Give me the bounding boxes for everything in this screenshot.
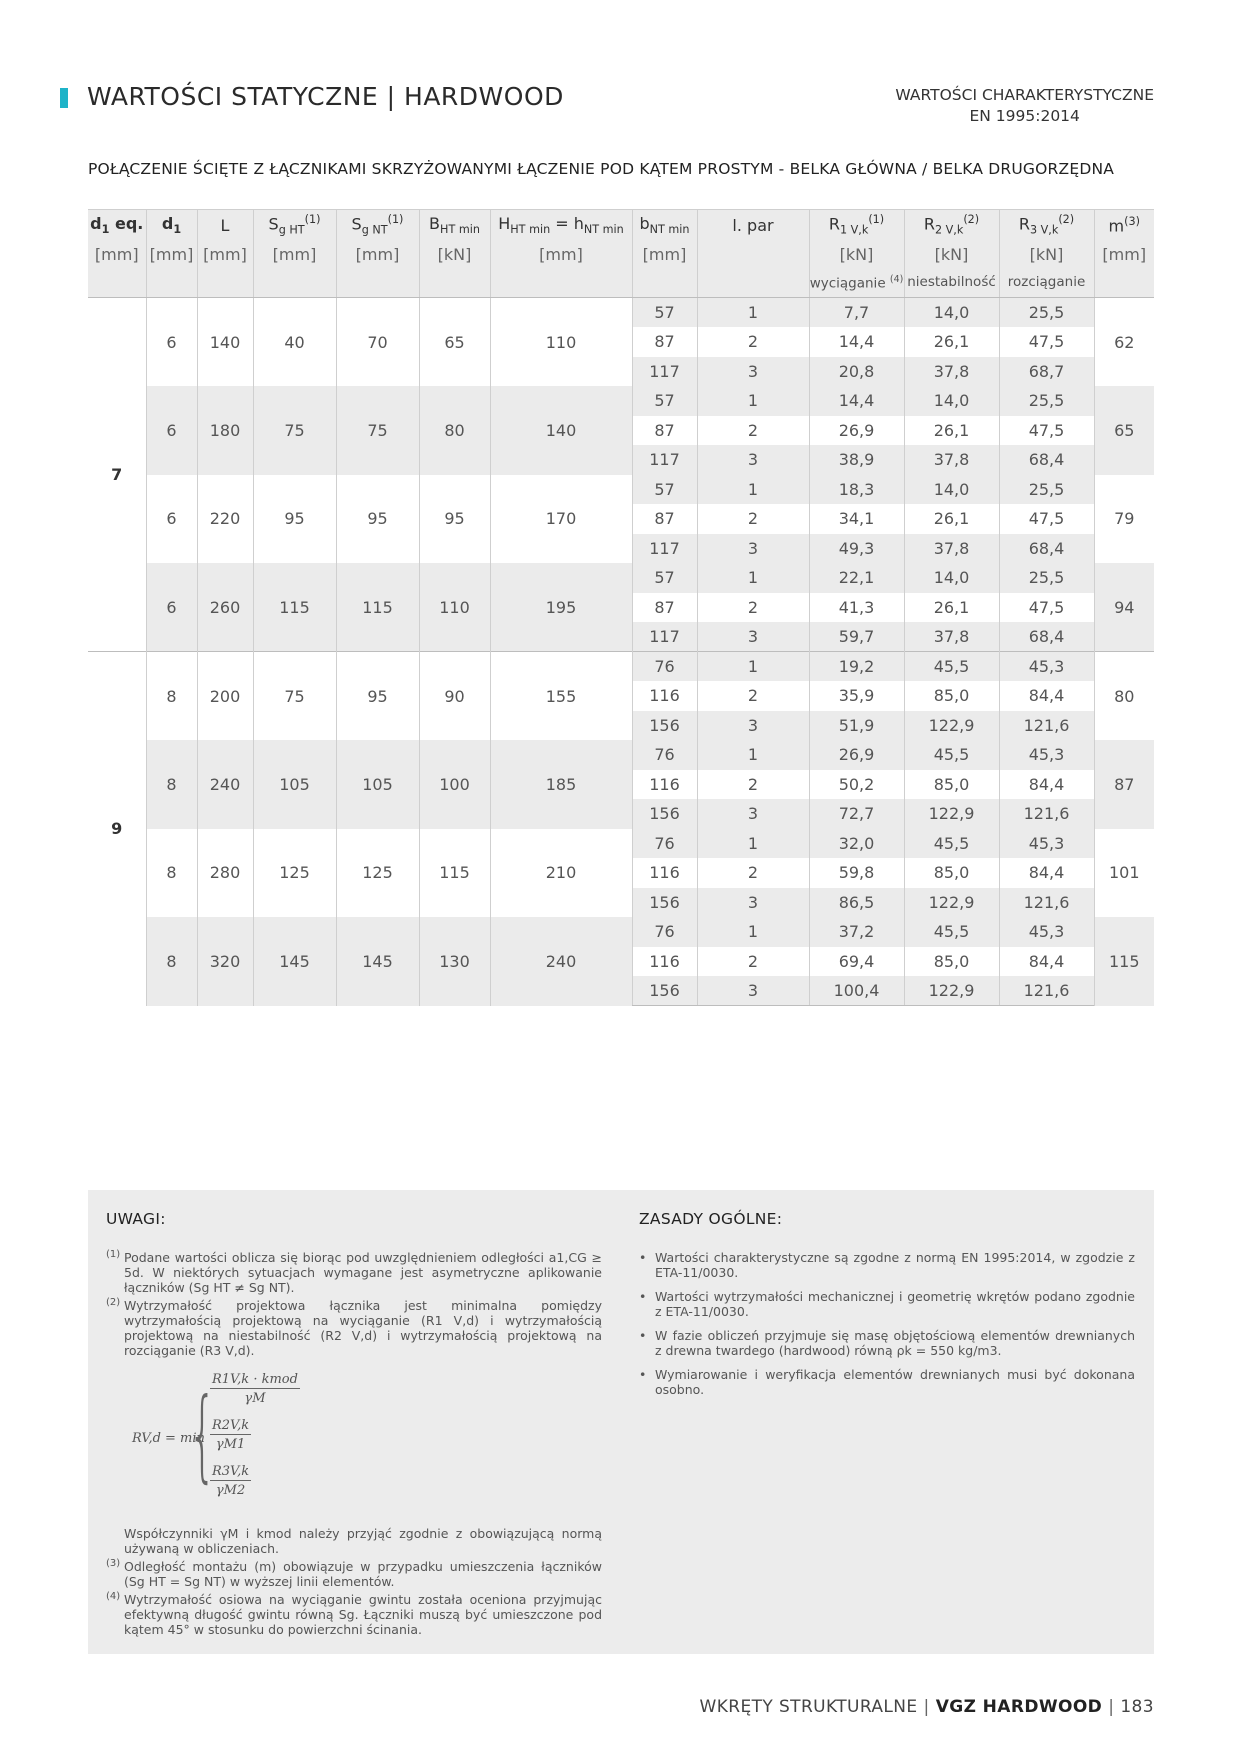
col-r3: $R_{3 V,k}^{(2)}$ bbox=[999, 210, 1094, 241]
cell-bnt: 117 bbox=[632, 357, 697, 387]
cell-d1: 8 bbox=[146, 740, 197, 829]
cell-d1: 8 bbox=[146, 652, 197, 741]
cell-bnt: 87 bbox=[632, 504, 697, 534]
cell-r1: 35,9 bbox=[809, 681, 904, 711]
cell-m: 101 bbox=[1094, 829, 1154, 918]
cell-sght: 115 bbox=[253, 563, 336, 652]
principle-item: • Wartości wytrzymałości mechanicznej i geometrię wkrętów podano zgodnie z ETA-11/0030. bbox=[639, 1289, 1135, 1319]
cell-d1: 6 bbox=[146, 298, 197, 387]
accent-bar bbox=[60, 88, 68, 108]
page-footer bbox=[699, 1697, 1154, 1717]
cell-r2: 26,1 bbox=[904, 416, 999, 446]
cell-r1: 37,2 bbox=[809, 917, 904, 947]
unit-r1: [kN] bbox=[809, 241, 904, 268]
note-3: (3) Odległość montażu (m) obowiązuje w przypadku umieszczenia łączników (Sg HT = Sg NT) w wyższej linii elementów. bbox=[106, 1558, 602, 1589]
unit-lpar bbox=[697, 241, 809, 268]
standard-line-1: WARTOŚCI CHARAKTERYSTYCZNE bbox=[895, 86, 1154, 104]
cell-r3: 121,6 bbox=[999, 711, 1094, 741]
cell-r2: 85,0 bbox=[904, 947, 999, 977]
table-row bbox=[88, 386, 1154, 416]
cell-d1: 8 bbox=[146, 917, 197, 1006]
col-L: L bbox=[197, 210, 253, 241]
cell-bnt: 117 bbox=[632, 622, 697, 652]
cell-r2: 14,0 bbox=[904, 563, 999, 593]
cell-L: 140 bbox=[197, 298, 253, 387]
cell-bht: 130 bbox=[419, 917, 490, 1006]
cell-bnt: 57 bbox=[632, 386, 697, 416]
cell-r3: 84,4 bbox=[999, 681, 1094, 711]
cell-r1: 51,9 bbox=[809, 711, 904, 741]
col-d1: $d_1$ bbox=[146, 210, 197, 241]
cell-lpar: 2 bbox=[697, 858, 809, 888]
cell-r2: 14,0 bbox=[904, 386, 999, 416]
unit-hht: [mm] bbox=[490, 241, 632, 268]
standard-line-2: EN 1995:2014 bbox=[969, 107, 1080, 125]
formula-lhs: RV,d = min bbox=[132, 1431, 205, 1446]
cell-lpar: 2 bbox=[697, 504, 809, 534]
principle-item: • Wymiarowanie i weryfikacja elementów drewnianych musi być dokonana osobno. bbox=[639, 1367, 1135, 1397]
cell-r3: 121,6 bbox=[999, 799, 1094, 829]
cell-sgnt: 105 bbox=[336, 740, 419, 829]
cell-L: 280 bbox=[197, 829, 253, 918]
col-sgnt: $S_{g NT}^{(1)}$ bbox=[336, 210, 419, 241]
cell-d1: 6 bbox=[146, 386, 197, 475]
cell-bht: 100 bbox=[419, 740, 490, 829]
cell-r3: 68,4 bbox=[999, 445, 1094, 475]
cell-hht: 110 bbox=[490, 298, 632, 387]
cell-r1: 49,3 bbox=[809, 534, 904, 564]
cell-L: 240 bbox=[197, 740, 253, 829]
cell-r2: 85,0 bbox=[904, 770, 999, 800]
cell-bnt: 76 bbox=[632, 917, 697, 947]
cell-bnt: 76 bbox=[632, 829, 697, 859]
unit-d1: [mm] bbox=[146, 241, 197, 268]
cell-bht: 90 bbox=[419, 652, 490, 741]
cell-lpar: 3 bbox=[697, 622, 809, 652]
col-r1: $R_{1 V,k}^{(1)}$ bbox=[809, 210, 904, 241]
cell-sgnt: 75 bbox=[336, 386, 419, 475]
cell-r2: 122,9 bbox=[904, 888, 999, 918]
cell-sght: 105 bbox=[253, 740, 336, 829]
cell-r2: 85,0 bbox=[904, 681, 999, 711]
cell-bnt: 116 bbox=[632, 947, 697, 977]
cell-r2: 14,0 bbox=[904, 298, 999, 328]
cell-lpar: 3 bbox=[697, 711, 809, 741]
col-lpar: l. par bbox=[697, 210, 809, 241]
note-1: (1) Podane wartości oblicza się biorąc pod uwzględnieniem odległości a1,CG ≥ 5d. W niektórych sytuacjach wymagane jest asymetryczne aplikowanie łączników (Sg HT ≠ Sg NT). bbox=[106, 1249, 602, 1295]
cell-lpar: 2 bbox=[697, 681, 809, 711]
cell-hht: 155 bbox=[490, 652, 632, 741]
cell-hht: 195 bbox=[490, 563, 632, 652]
note-coefficients: Współczynniki γM i kmod należy przyjąć zgodnie z obowiązującą normą używaną w obliczeniach. bbox=[124, 1526, 602, 1556]
cell-bnt: 156 bbox=[632, 799, 697, 829]
cell-r3: 47,5 bbox=[999, 327, 1094, 357]
cell-sgnt: 95 bbox=[336, 652, 419, 741]
cell-r1: 38,9 bbox=[809, 445, 904, 475]
section-title: POŁĄCZENIE ŚCIĘTE Z ŁĄCZNIKAMI SKRZYŻOWANYMI ŁĄCZENIE POD KĄTEM PROSTYM - BELKA GŁÓWNA / BELKA DRUGORZĘDNA bbox=[88, 160, 1115, 178]
cell-r2: 122,9 bbox=[904, 711, 999, 741]
cell-L: 180 bbox=[197, 386, 253, 475]
unit-r2: [kN] bbox=[904, 241, 999, 268]
cell-L: 220 bbox=[197, 475, 253, 564]
cell-d1: 6 bbox=[146, 475, 197, 564]
cell-r1: 100,4 bbox=[809, 976, 904, 1006]
cell-lpar: 1 bbox=[697, 917, 809, 947]
cell-r3: 45,3 bbox=[999, 652, 1094, 682]
cell-r2: 37,8 bbox=[904, 445, 999, 475]
cell-lpar: 1 bbox=[697, 563, 809, 593]
cell-r3: 68,4 bbox=[999, 534, 1094, 564]
cell-r1: 14,4 bbox=[809, 327, 904, 357]
cell-lpar: 1 bbox=[697, 298, 809, 328]
cell-hht: 240 bbox=[490, 917, 632, 1006]
table-row bbox=[88, 652, 1154, 682]
cell-lpar: 1 bbox=[697, 386, 809, 416]
note-4: (4) Wytrzymałość osiowa na wyciąganie gwintu została oceniona przyjmując efektywną długość gwintu równą Sg. Łączniki muszą być umieszczone pod kątem 45° w stosunku do powierzchni ścinania. bbox=[106, 1591, 602, 1637]
cell-bnt: 76 bbox=[632, 652, 697, 682]
cell-d1: 6 bbox=[146, 563, 197, 652]
table-row bbox=[88, 829, 1154, 859]
cell-bnt: 116 bbox=[632, 770, 697, 800]
cell-sgnt: 125 bbox=[336, 829, 419, 918]
cell-r2: 122,9 bbox=[904, 976, 999, 1006]
cell-r2: 45,5 bbox=[904, 829, 999, 859]
cell-r1: 26,9 bbox=[809, 740, 904, 770]
cell-r3: 47,5 bbox=[999, 504, 1094, 534]
page-title: WARTOŚCI STATYCZNE | HARDWOOD bbox=[87, 82, 564, 111]
cell-d1: 8 bbox=[146, 829, 197, 918]
cell-lpar: 1 bbox=[697, 740, 809, 770]
col-d1eq: $d_1$ eq. bbox=[88, 210, 146, 241]
unit-d1eq: [mm] bbox=[88, 241, 146, 268]
footer-separator: | bbox=[923, 1697, 930, 1717]
cell-lpar: 1 bbox=[697, 829, 809, 859]
col-bnt: $b_{NT min}$ bbox=[632, 210, 697, 241]
cell-r3: 84,4 bbox=[999, 947, 1094, 977]
cell-hht: 170 bbox=[490, 475, 632, 564]
cell-r3: 25,5 bbox=[999, 475, 1094, 505]
cell-lpar: 2 bbox=[697, 593, 809, 623]
unit-sght: [mm] bbox=[253, 241, 336, 268]
cell-m: 80 bbox=[1094, 652, 1154, 741]
cell-bht: 95 bbox=[419, 475, 490, 564]
design-formula bbox=[106, 1368, 602, 1518]
page-number: 183 bbox=[1120, 1697, 1154, 1717]
cell-bnt: 87 bbox=[632, 327, 697, 357]
cell-bht: 65 bbox=[419, 298, 490, 387]
cell-r3: 121,6 bbox=[999, 888, 1094, 918]
col-m: $m^{(3)}$ bbox=[1094, 210, 1154, 241]
sublabel-r1: wyciąganie $^{(4)}$ bbox=[809, 268, 904, 298]
sublabel-r3: rozciąganie bbox=[999, 268, 1094, 298]
table-row bbox=[88, 563, 1154, 593]
cell-sgnt: 115 bbox=[336, 563, 419, 652]
cell-sgnt: 145 bbox=[336, 917, 419, 1006]
cell-r1: 50,2 bbox=[809, 770, 904, 800]
cell-hht: 210 bbox=[490, 829, 632, 918]
principle-item: • Wartości charakterystyczne są zgodne z normą EN 1995:2014, w zgodzie z ETA-11/0030. bbox=[639, 1250, 1135, 1280]
cell-r3: 47,5 bbox=[999, 593, 1094, 623]
cell-lpar: 1 bbox=[697, 475, 809, 505]
unit-bnt: [mm] bbox=[632, 241, 697, 268]
cell-r2: 45,5 bbox=[904, 740, 999, 770]
note-2: (2) Wytrzymałość projektowa łącznika jest minimalna pomiędzy wytrzymałością projektową na wyciąganie (R1 V,d) i wytrzymałością projektową na niestabilność (R2 V,d) i wytrzymałością projektową na rozciąganie (R3 V,d). bbox=[106, 1297, 602, 1358]
cell-sght: 75 bbox=[253, 652, 336, 741]
col-hht: $H_{HT min} = h_{NT min}$ bbox=[490, 210, 632, 241]
cell-bnt: 116 bbox=[632, 681, 697, 711]
cell-r1: 34,1 bbox=[809, 504, 904, 534]
cell-r1: 72,7 bbox=[809, 799, 904, 829]
cell-d1eq: 7 bbox=[88, 298, 146, 652]
cell-r1: 59,8 bbox=[809, 858, 904, 888]
cell-r1: 69,4 bbox=[809, 947, 904, 977]
col-bht: $B_{HT min}$ bbox=[419, 210, 490, 241]
unit-m: [mm] bbox=[1094, 241, 1154, 268]
cell-L: 200 bbox=[197, 652, 253, 741]
col-sght: $S_{g HT}^{(1)}$ bbox=[253, 210, 336, 241]
cell-bnt: 57 bbox=[632, 298, 697, 328]
cell-r3: 45,3 bbox=[999, 917, 1094, 947]
cell-m: 87 bbox=[1094, 740, 1154, 829]
cell-d1eq: 9 bbox=[88, 652, 146, 1006]
cell-r3: 68,7 bbox=[999, 357, 1094, 387]
footer-text: WKRĘTY STRUKTURALNE bbox=[699, 1697, 918, 1717]
cell-bnt: 117 bbox=[632, 534, 697, 564]
formula-fraction-2: $\frac{R2V,k}{\gamma M1}$ bbox=[212, 1418, 250, 1452]
table-row bbox=[88, 298, 1154, 328]
cell-r2: 26,1 bbox=[904, 327, 999, 357]
cell-hht: 140 bbox=[490, 386, 632, 475]
cell-r2: 26,1 bbox=[904, 504, 999, 534]
cell-r1: 14,4 bbox=[809, 386, 904, 416]
cell-r2: 85,0 bbox=[904, 858, 999, 888]
principles-title: ZASADY OGÓLNE: bbox=[639, 1210, 783, 1228]
cell-r3: 25,5 bbox=[999, 563, 1094, 593]
cell-r3: 45,3 bbox=[999, 740, 1094, 770]
notes-box bbox=[88, 1190, 1154, 1654]
formula-fraction-1: R1V,k · kmod γM bbox=[212, 1372, 298, 1406]
cell-sght: 75 bbox=[253, 386, 336, 475]
cell-r3: 25,5 bbox=[999, 386, 1094, 416]
cell-m: 115 bbox=[1094, 917, 1154, 1006]
cell-r1: 20,8 bbox=[809, 357, 904, 387]
cell-bnt: 87 bbox=[632, 416, 697, 446]
cell-r2: 26,1 bbox=[904, 593, 999, 623]
principle-item: • W fazie obliczeń przyjmuje się masę objętościową elementów drewnianych z drewna twardego (hardwood) równą ρk = 550 kg/m3. bbox=[639, 1328, 1135, 1358]
cell-bnt: 156 bbox=[632, 888, 697, 918]
cell-r1: 86,5 bbox=[809, 888, 904, 918]
cell-r3: 47,5 bbox=[999, 416, 1094, 446]
cell-L: 260 bbox=[197, 563, 253, 652]
cell-lpar: 3 bbox=[697, 976, 809, 1006]
cell-r1: 41,3 bbox=[809, 593, 904, 623]
table-row bbox=[88, 740, 1154, 770]
cell-bnt: 57 bbox=[632, 563, 697, 593]
cell-bnt: 117 bbox=[632, 445, 697, 475]
cell-m: 94 bbox=[1094, 563, 1154, 652]
static-values-table bbox=[88, 209, 1154, 1006]
cell-lpar: 1 bbox=[697, 652, 809, 682]
cell-sgnt: 95 bbox=[336, 475, 419, 564]
cell-r2: 14,0 bbox=[904, 475, 999, 505]
cell-r1: 7,7 bbox=[809, 298, 904, 328]
cell-sgnt: 70 bbox=[336, 298, 419, 387]
footer-separator: | bbox=[1108, 1697, 1115, 1717]
cell-sght: 40 bbox=[253, 298, 336, 387]
cell-sght: 95 bbox=[253, 475, 336, 564]
unit-bht: [kN] bbox=[419, 241, 490, 268]
cell-r2: 37,8 bbox=[904, 534, 999, 564]
cell-bnt: 57 bbox=[632, 475, 697, 505]
cell-r3: 84,4 bbox=[999, 770, 1094, 800]
cell-lpar: 3 bbox=[697, 357, 809, 387]
unit-sgnt: [mm] bbox=[336, 241, 419, 268]
cell-r2: 45,5 bbox=[904, 652, 999, 682]
cell-lpar: 3 bbox=[697, 534, 809, 564]
cell-r3: 121,6 bbox=[999, 976, 1094, 1006]
cell-bht: 110 bbox=[419, 563, 490, 652]
cell-L: 320 bbox=[197, 917, 253, 1006]
cell-r1: 18,3 bbox=[809, 475, 904, 505]
cell-bnt: 156 bbox=[632, 976, 697, 1006]
notes-column bbox=[106, 1210, 602, 1640]
table-body bbox=[88, 298, 1154, 1006]
cell-r3: 84,4 bbox=[999, 858, 1094, 888]
cell-m: 62 bbox=[1094, 298, 1154, 387]
cell-lpar: 3 bbox=[697, 888, 809, 918]
cell-lpar: 2 bbox=[697, 947, 809, 977]
footer-brand: VGZ HARDWOOD bbox=[935, 1697, 1103, 1717]
cell-hht: 185 bbox=[490, 740, 632, 829]
formula-fraction-3: $\frac{R3V,k}{\gamma M2}$ bbox=[212, 1464, 250, 1498]
cell-m: 79 bbox=[1094, 475, 1154, 564]
cell-r3: 45,3 bbox=[999, 829, 1094, 859]
principles-column bbox=[639, 1210, 1135, 1406]
cell-lpar: 2 bbox=[697, 770, 809, 800]
table-row bbox=[88, 475, 1154, 505]
cell-r2: 37,8 bbox=[904, 622, 999, 652]
cell-lpar: 3 bbox=[697, 799, 809, 829]
table-row bbox=[88, 917, 1154, 947]
cell-bnt: 116 bbox=[632, 858, 697, 888]
cell-bht: 115 bbox=[419, 829, 490, 918]
cell-r1: 19,2 bbox=[809, 652, 904, 682]
cell-r3: 25,5 bbox=[999, 298, 1094, 328]
brace-icon: { bbox=[188, 1376, 217, 1493]
cell-lpar: 2 bbox=[697, 416, 809, 446]
cell-bnt: 87 bbox=[632, 593, 697, 623]
cell-r1: 22,1 bbox=[809, 563, 904, 593]
cell-lpar: 3 bbox=[697, 445, 809, 475]
sublabel-r2: niestabilność bbox=[904, 268, 999, 298]
cell-r2: 45,5 bbox=[904, 917, 999, 947]
cell-sght: 125 bbox=[253, 829, 336, 918]
cell-lpar: 2 bbox=[697, 327, 809, 357]
unit-L: [mm] bbox=[197, 241, 253, 268]
standard-block bbox=[895, 85, 1154, 127]
cell-bht: 80 bbox=[419, 386, 490, 475]
cell-r1: 26,9 bbox=[809, 416, 904, 446]
notes-title: UWAGI: bbox=[106, 1210, 166, 1228]
cell-r2: 37,8 bbox=[904, 357, 999, 387]
cell-bnt: 156 bbox=[632, 711, 697, 741]
unit-r3: [kN] bbox=[999, 241, 1094, 268]
cell-sght: 145 bbox=[253, 917, 336, 1006]
cell-bnt: 76 bbox=[632, 740, 697, 770]
cell-r2: 122,9 bbox=[904, 799, 999, 829]
cell-m: 65 bbox=[1094, 386, 1154, 475]
col-r2: $R_{2 V,k}^{(2)}$ bbox=[904, 210, 999, 241]
cell-r3: 68,4 bbox=[999, 622, 1094, 652]
cell-r1: 32,0 bbox=[809, 829, 904, 859]
cell-r1: 59,7 bbox=[809, 622, 904, 652]
